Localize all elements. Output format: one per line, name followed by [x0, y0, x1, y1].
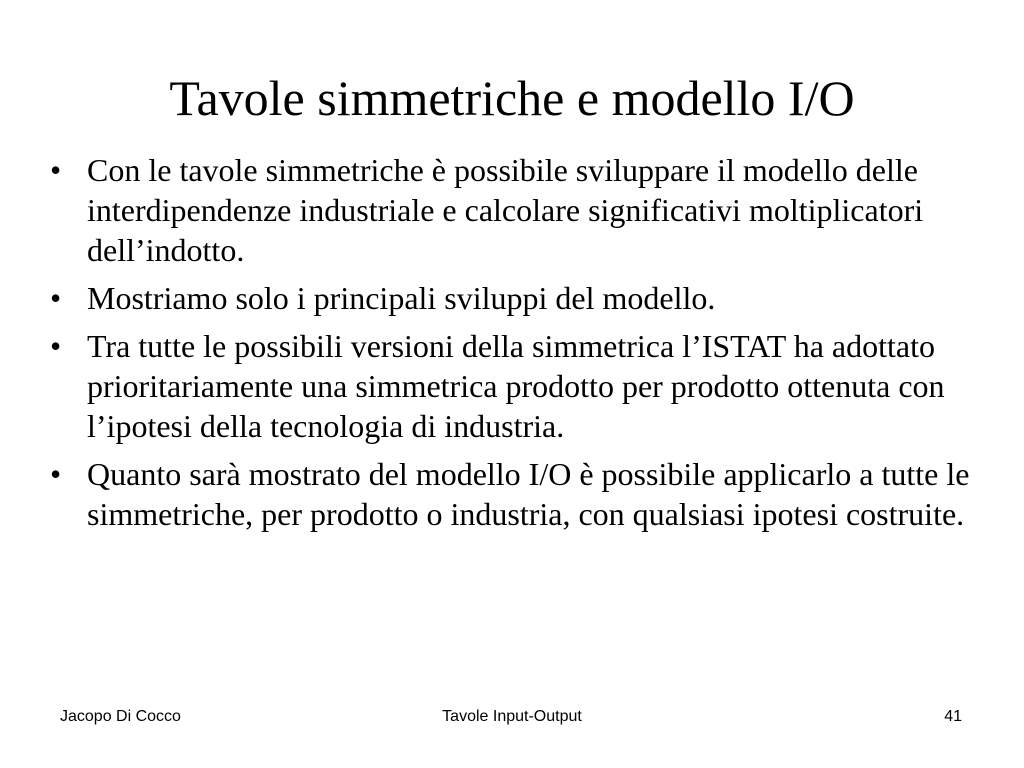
bullet-item: [50, 278, 980, 318]
bullet-text: Tra tutte le possibili versioni della simmetrica l’ISTAT ha adottato prioritariamente una simmetrica prodotto per prodotto ottenuta con l’ipotesi della tecnologia di industria.: [87, 328, 945, 444]
bullet-item: [50, 150, 980, 270]
bullet-text: Con le tavole simmetriche è possibile sviluppare il modello delle interdipendenze industriale e calcolare significativi moltiplicatori dell’indotto.: [87, 152, 924, 268]
bullet-text: Quanto sarà mostrato del modello I/O è possibile applicarlo a tutte le simmetriche, per prodotto o industria, con qualsiasi ipotesi costruite.: [87, 456, 970, 532]
bullet-marker: •: [50, 328, 62, 364]
footer-author: Jacopo Di Cocco: [60, 708, 181, 725]
footer-page-number: 41: [944, 708, 962, 725]
bullet-item: [50, 326, 980, 446]
bullet-marker: •: [50, 152, 62, 188]
bullet-marker: •: [50, 456, 62, 492]
bullet-item: [50, 454, 980, 534]
bullet-list: [50, 150, 980, 542]
bullet-marker: •: [50, 280, 62, 316]
slide-title: Tavole simmetriche e modello I/O: [169, 70, 855, 126]
footer-presentation-title: Tavole Input-Output: [442, 708, 582, 725]
bullet-text: Mostriamo solo i principali sviluppi del modello.: [87, 280, 716, 316]
